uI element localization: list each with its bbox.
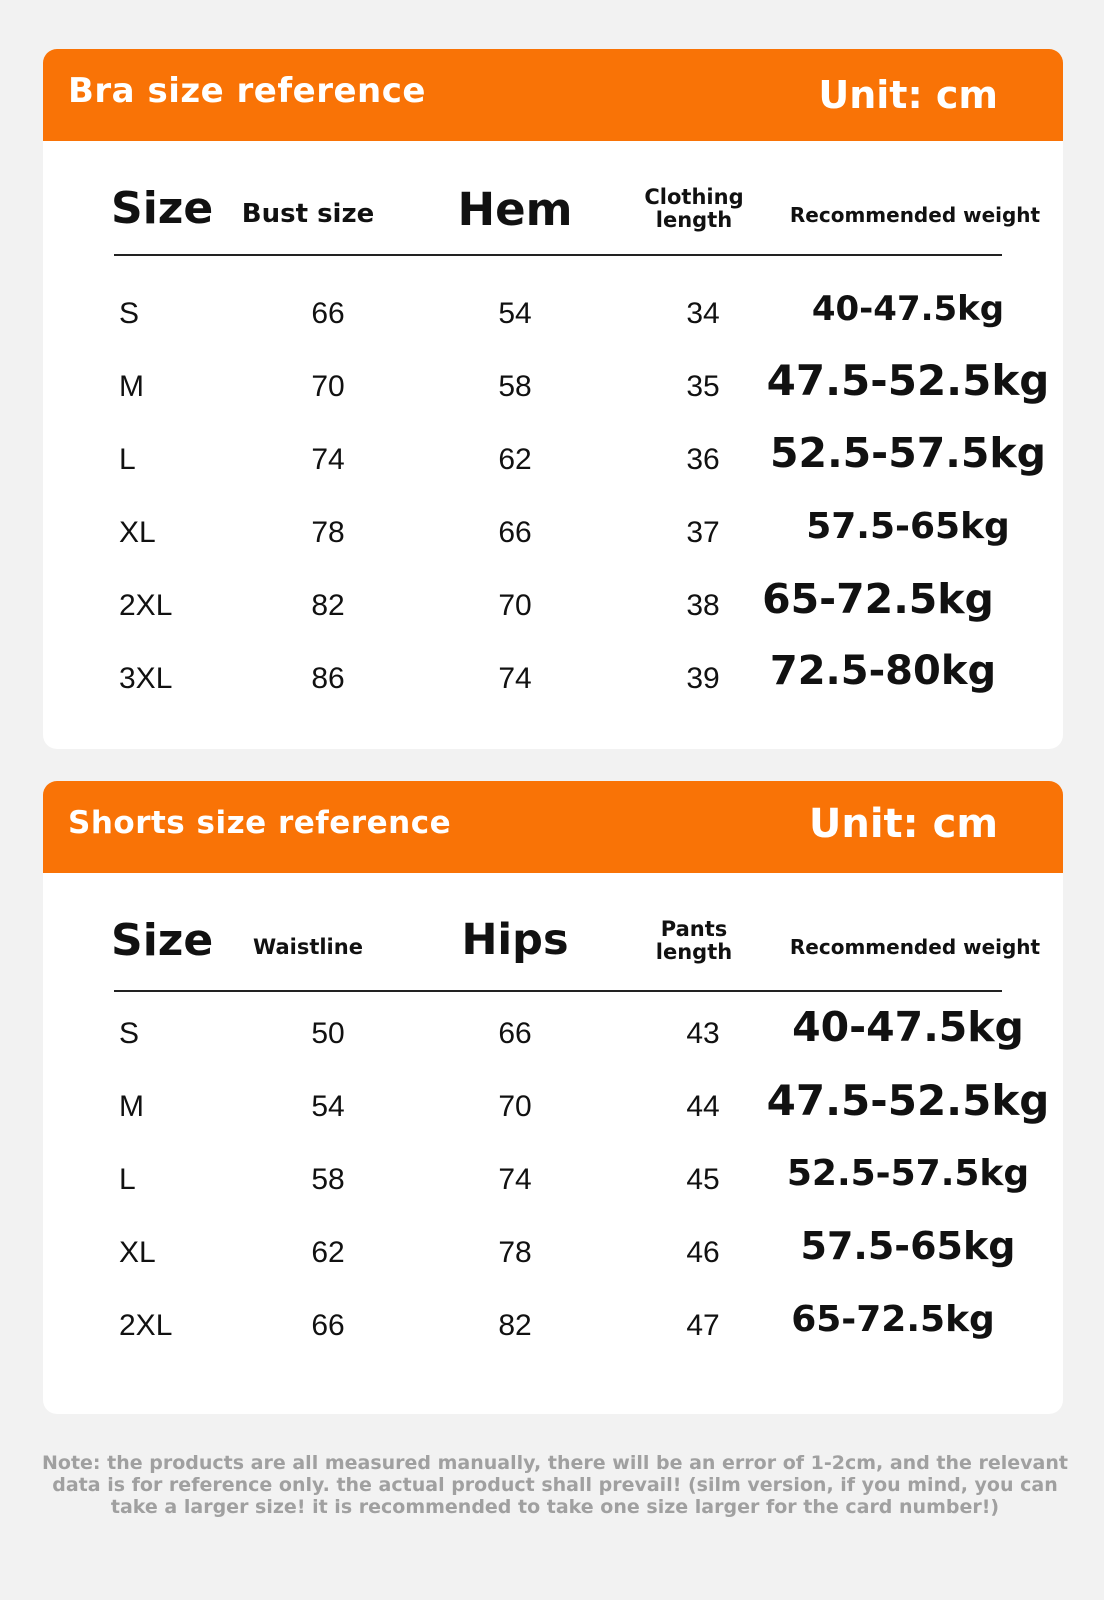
- table-row: [43, 1068, 1063, 1141]
- waist-cell: 58: [311, 1163, 345, 1196]
- length-cell: 47: [686, 1309, 720, 1342]
- waist-cell: 62: [311, 1236, 345, 1269]
- bust-cell: 86: [311, 662, 345, 695]
- shorts-rows: [43, 995, 1063, 1360]
- bra-header-bust: Bust size: [241, 199, 375, 229]
- bust-cell: 74: [311, 443, 345, 476]
- hem-cell: 74: [498, 662, 532, 695]
- table-row: [43, 421, 1063, 494]
- bust-cell: 78: [311, 516, 345, 549]
- table-row: [43, 567, 1063, 640]
- length-cell: 38: [686, 589, 720, 622]
- bra-header-size: Size: [111, 183, 214, 234]
- hem-cell: 62: [498, 443, 532, 476]
- size-cell: L: [119, 1163, 136, 1196]
- hem-cell: 66: [498, 516, 532, 549]
- weight-cell: 52.5-57.5kg: [770, 429, 1046, 477]
- hips-cell: 78: [498, 1236, 532, 1269]
- waist-cell: 66: [311, 1309, 345, 1342]
- shorts-title: Shorts size reference: [68, 805, 452, 841]
- bust-cell: 82: [311, 589, 345, 622]
- waist-cell: 54: [311, 1090, 345, 1123]
- weight-cell: 40-47.5kg: [811, 289, 1005, 329]
- weight-cell: 47.5-52.5kg: [766, 356, 1050, 405]
- size-cell: S: [119, 297, 140, 330]
- bra-header-divider: [114, 254, 1002, 256]
- bust-cell: 66: [311, 297, 345, 330]
- size-cell: M: [119, 370, 144, 403]
- shorts-header-hips: Hips: [461, 915, 569, 965]
- length-cell: 44: [686, 1090, 720, 1123]
- hips-cell: 66: [498, 1017, 532, 1050]
- table-row: [43, 1214, 1063, 1287]
- weight-cell: 57.5-65kg: [806, 506, 1010, 547]
- bust-cell: 70: [311, 370, 345, 403]
- size-cell: 2XL: [119, 1309, 173, 1342]
- table-row: [43, 494, 1063, 567]
- bra-header-row: [43, 141, 1063, 269]
- weight-cell: 65-72.5kg: [791, 1299, 995, 1340]
- bra-banner: [43, 49, 1063, 141]
- size-cell: S: [119, 1017, 140, 1050]
- bra-header-weight: Recommended weight: [789, 203, 1041, 227]
- bra-title: Bra size reference: [68, 71, 426, 111]
- table-row: [43, 995, 1063, 1068]
- bra-header-length: Clothing length: [644, 185, 744, 232]
- weight-cell: 47.5-52.5kg: [766, 1076, 1050, 1125]
- hem-cell: 70: [498, 589, 532, 622]
- length-cell: 34: [686, 297, 720, 330]
- hips-cell: 70: [498, 1090, 532, 1123]
- shorts-unit: Unit: cm: [808, 801, 998, 847]
- waist-cell: 50: [311, 1017, 345, 1050]
- bra-header-hem: Hem: [457, 183, 573, 236]
- weight-cell: 40-47.5kg: [792, 1003, 1024, 1051]
- shorts-header-weight: Recommended weight: [789, 935, 1041, 959]
- shorts-header-waist: Waistline: [253, 935, 363, 959]
- hips-cell: 74: [498, 1163, 532, 1196]
- size-cell: M: [119, 1090, 144, 1123]
- length-cell: 35: [686, 370, 720, 403]
- bra-size-card: [43, 49, 1063, 749]
- weight-cell: 72.5-80kg: [769, 648, 997, 694]
- weight-cell: 65-72.5kg: [762, 575, 994, 623]
- table-row: [43, 1141, 1063, 1214]
- disclaimer-note: Note: the products are all measured manually, there will be an error of 1-2cm, and the relevant data is for reference only. the actual product shall prevail! (silm version, if you mind, you can take a larger size! it is recommended to take one size larger for the card number!): [42, 1452, 1068, 1518]
- length-cell: 37: [686, 516, 720, 549]
- table-row: [43, 275, 1063, 348]
- shorts-header-row: [43, 873, 1063, 1001]
- size-cell: 3XL: [119, 662, 173, 695]
- table-row: [43, 640, 1063, 713]
- table-row: [43, 348, 1063, 421]
- bra-rows: [43, 275, 1063, 713]
- shorts-header-size: Size: [111, 915, 214, 966]
- shorts-header-divider: [114, 990, 1002, 992]
- weight-cell: 57.5-65kg: [800, 1224, 1016, 1268]
- size-cell: XL: [119, 516, 156, 549]
- length-cell: 36: [686, 443, 720, 476]
- shorts-banner: [43, 781, 1063, 873]
- size-cell: L: [119, 443, 136, 476]
- size-cell: XL: [119, 1236, 156, 1269]
- size-cell: 2XL: [119, 589, 173, 622]
- hips-cell: 82: [498, 1309, 532, 1342]
- hem-cell: 54: [498, 297, 532, 330]
- length-cell: 39: [686, 662, 720, 695]
- shorts-size-card: [43, 781, 1063, 1414]
- table-row: [43, 1287, 1063, 1360]
- length-cell: 45: [686, 1163, 720, 1196]
- weight-cell: 52.5-57.5kg: [786, 1153, 1030, 1194]
- length-cell: 43: [686, 1017, 720, 1050]
- length-cell: 46: [686, 1236, 720, 1269]
- bra-unit: Unit: cm: [818, 73, 998, 117]
- shorts-header-length: Pants length: [655, 917, 733, 964]
- hem-cell: 58: [498, 370, 532, 403]
